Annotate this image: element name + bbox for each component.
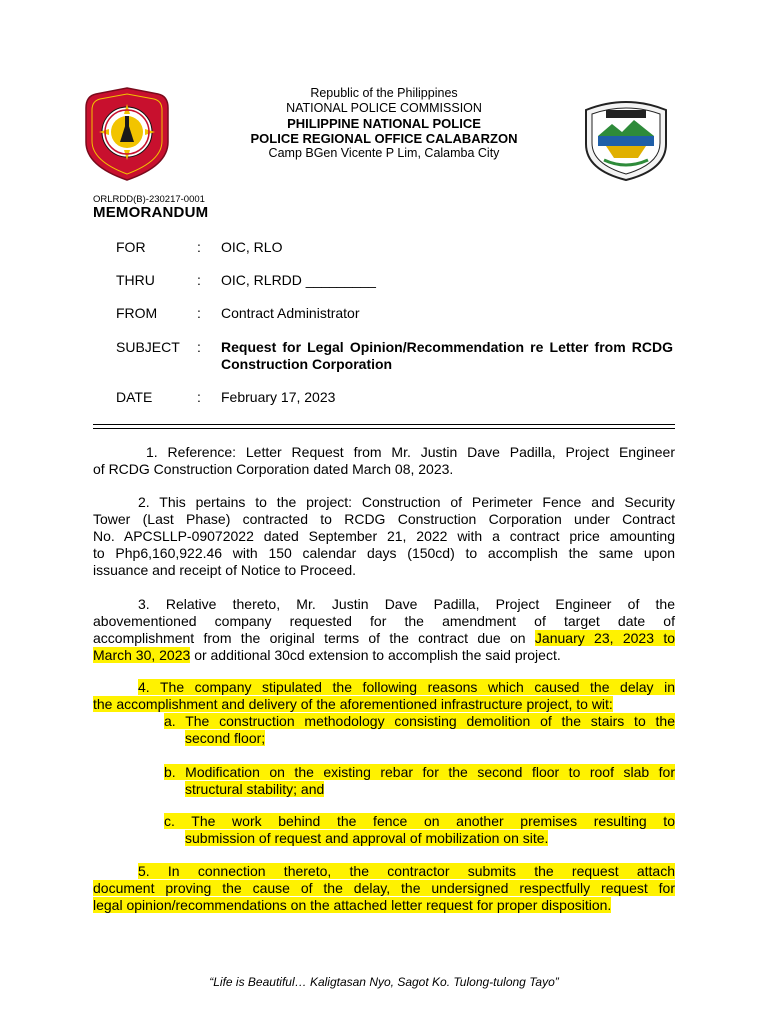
- memorandum-title: MEMORANDUM: [93, 204, 209, 221]
- subject-label: SUBJECT: [116, 339, 180, 355]
- letterhead-napolcom: NATIONAL POLICE COMMISSION: [286, 101, 482, 115]
- paragraph-2-line: No. APCSLLP-09072022 dated September 21, 2022 with a contract price amounting: [93, 528, 675, 544]
- paragraph-3-line: 3. Relative thereto, Mr. Justin Dave Padilla, Project Engineer of the: [138, 596, 675, 612]
- paragraph-3-text: or additional 30cd extension to accomplish the said project.: [194, 647, 561, 663]
- paragraph-1-line: of RCDG Construction Corporation dated March 08, 2023.: [93, 461, 454, 477]
- for-colon: :: [197, 239, 201, 255]
- paragraph-5-line: [93, 880, 675, 897]
- subject-value: Request for Legal Opinion/Recommendation re Letter from RCDG Construction Corporation: [221, 339, 673, 372]
- thru-value: OIC, RLRDD _________: [221, 272, 376, 288]
- paragraph-3-line: abovementioned company requested for the amendment of target date of: [93, 613, 675, 629]
- reason-c-line: [164, 813, 675, 830]
- subject-colon: :: [197, 339, 201, 355]
- reason-a-line: [164, 730, 675, 747]
- paragraph-5: [93, 863, 675, 914]
- paragraph-4-text: 4. The company stipulated the following reasons which caused the delay in: [138, 679, 675, 695]
- reason-item-b: [164, 764, 675, 798]
- paragraph-1: [93, 444, 675, 478]
- paragraph-2-line: to Php6,160,922.46 with 150 calendar days (150cd) to accomplish the same upon: [93, 545, 675, 561]
- paragraph-1-line: 1. Reference: Letter Request from Mr. Justin Dave Padilla, Project Engineer: [146, 444, 675, 460]
- for-value: OIC, RLO: [221, 239, 283, 255]
- paragraph-5-text: 5. In connection thereto, the contractor submits the request attach: [138, 863, 675, 879]
- reference-number: ORLRDD(B)-230217-0001: [93, 194, 205, 205]
- paragraph-2-line: issuance and receipt of Notice to Proceed.: [93, 562, 357, 578]
- letterhead-pnp: PHILIPPINE NATIONAL POLICE: [287, 116, 481, 131]
- reason-item-a: [164, 713, 675, 747]
- paragraph-4: [93, 679, 675, 713]
- date-colon: :: [197, 389, 201, 405]
- date-label: DATE: [116, 389, 153, 405]
- letterhead-pro: POLICE REGIONAL OFFICE CALABARZON: [250, 131, 518, 146]
- from-value: Contract Administrator: [221, 305, 360, 321]
- header-divider: [93, 424, 675, 425]
- reason-a-line: [164, 713, 675, 730]
- reason-c-line: [164, 830, 675, 847]
- paragraph-3: [93, 596, 675, 664]
- from-colon: :: [197, 305, 201, 321]
- reason-b-text: structural stability; and: [185, 781, 325, 797]
- reason-b-line: [164, 781, 675, 798]
- paragraph-4-line: [93, 679, 675, 696]
- for-label: FOR: [116, 239, 146, 255]
- paragraph-2: [93, 494, 675, 579]
- letterhead: [0, 86, 768, 161]
- letterhead-address: Camp BGen Vicente P Lim, Calamba City: [268, 146, 500, 160]
- highlighted-new-date: March 30, 2023: [93, 647, 191, 663]
- reason-b-line: [164, 764, 675, 781]
- paragraph-3-text: accomplishment from the original terms of the contract due on: [93, 630, 526, 646]
- paragraph-5-line: [93, 863, 675, 880]
- reason-a-text: second floor;: [185, 730, 266, 746]
- paragraph-2-line: Tower (Last Phase) contracted to RCDG Construction Corporation under Contract: [93, 511, 675, 527]
- paragraph-4-text: the accomplishment and delivery of the aforementioned infrastructure project, to wit:: [93, 696, 613, 712]
- paragraph-5-text: document proving the cause of the delay, the undersigned respectfully request for: [93, 880, 675, 896]
- paragraph-3-line: [93, 647, 675, 664]
- reason-b-text: b. Modification on the existing rebar for the second floor to roof slab for: [164, 764, 675, 780]
- paragraph-3-line: [93, 630, 675, 647]
- from-label: FROM: [116, 305, 158, 321]
- paragraph-5-line: [93, 897, 675, 914]
- reason-c-text: submission of request and approval of mobilization on site.: [185, 830, 549, 846]
- thru-label: THRU: [116, 272, 155, 288]
- footer-motto: “Life is Beautiful… Kaligtasan Nyo, Sagot Ko. Tulong-tulong Tayo”: [209, 975, 559, 989]
- reason-c-text: c. The work behind the fence on another premises resulting to: [164, 813, 675, 829]
- letterhead-republic: Republic of the Philippines: [310, 86, 458, 100]
- date-value: February 17, 2023: [221, 389, 336, 405]
- header-divider-thin: [93, 428, 675, 429]
- paragraph-2-line: 2. This pertains to the project: Construction of Perimeter Fence and Security: [138, 494, 675, 510]
- paragraph-5-text: legal opinion/recommendations on the attached letter request for proper disposition.: [93, 897, 612, 913]
- thru-colon: :: [197, 272, 201, 288]
- paragraph-4-line: [93, 696, 675, 713]
- reason-item-c: [164, 813, 675, 847]
- highlighted-date-range: January 23, 2023 to: [534, 630, 675, 646]
- reason-a-text: a. The construction methodology consisting demolition of the stairs to the: [164, 713, 675, 729]
